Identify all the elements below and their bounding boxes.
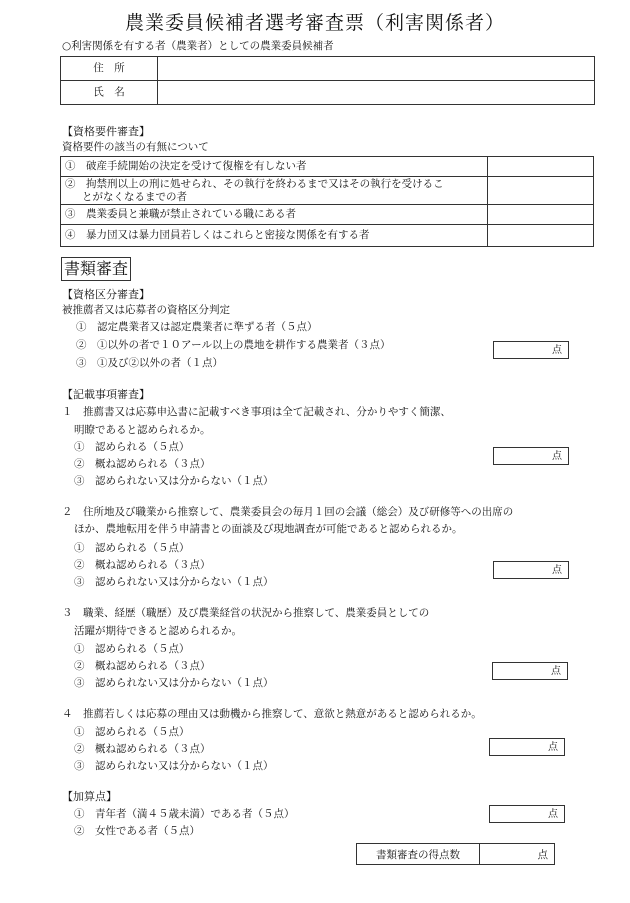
answer-option: ③ 認められない又は分からない（１点） (74, 760, 274, 772)
page-title: 農業委員候補者選考審査票（利害関係者） (124, 12, 505, 34)
address-field[interactable] (158, 57, 595, 81)
total-score-label: 書類審査の得点数 (357, 844, 480, 865)
question-2-line1: ２ 住所地及び職業から推察して、農業委員会の毎月１回の会議（総会）及び研修等への出席の (62, 506, 514, 518)
question-3-score-box[interactable]: 点 (492, 662, 568, 680)
question-1-score-box[interactable]: 点 (493, 447, 569, 465)
eligibility-heading: 【資格要件審査】 (62, 125, 150, 138)
entries-heading: 【記載事項審査】 (62, 388, 150, 401)
bonus-heading: 【加算点】 (62, 790, 117, 803)
eligibility-row (61, 177, 594, 205)
qualification-heading: 【資格区分審査】 (62, 288, 150, 301)
bonus-score-box[interactable]: 点 (489, 805, 565, 823)
answer-option: ① 認められる（５点） (74, 441, 190, 453)
eligibility-text: 農業委員と兼職が禁止されている職にある者 (86, 208, 296, 220)
question-2-score-box[interactable]: 点 (493, 561, 569, 579)
applicant-info-table (60, 56, 595, 105)
answer-option: ② 概ね認められる（３点） (74, 559, 211, 571)
question-1-line2: 明瞭であると認められるか。 (74, 424, 211, 436)
bonus-option: ② 女性である者（５点） (74, 825, 200, 837)
address-label: 住 所 (61, 57, 158, 81)
total-score-table (356, 843, 555, 865)
question-2-line2: ほか、農地転用を伴う申請書との面談及び現地調査が可能であると認められるか。 (74, 523, 463, 535)
answer-option: ③ 認められない又は分からない（１点） (74, 475, 274, 487)
answer-option: ③ 認められない又は分からない（１点） (74, 576, 274, 588)
question-3-line2: 活躍が期待できると認められるか。 (74, 625, 242, 637)
question-4-score-box[interactable]: 点 (489, 738, 565, 756)
answer-option: ② 概ね認められる（３点） (74, 458, 211, 470)
qualification-option: ① 認定農業者又は認定農業者に準ずる者（５点） (76, 321, 318, 333)
answer-option: ② 概ね認められる（３点） (74, 743, 211, 755)
name-label: 氏 名 (61, 81, 158, 105)
bonus-option: ① 青年者（満４５歳未満）である者（５点） (74, 808, 295, 820)
eligibility-table (60, 156, 594, 247)
answer-option: ① 認められる（５点） (74, 643, 190, 655)
name-field[interactable] (158, 81, 595, 105)
eligibility-text: 拘禁刑以上の刑に処せられ、その執行を終わるまで又はその執行を受けるこ (86, 177, 444, 190)
eligibility-intro: 資格要件の該当の有無について (62, 141, 209, 153)
eligibility-num: ④ (65, 229, 76, 241)
answer-option: ① 認められる（５点） (74, 726, 190, 738)
qualification-option: ② ①以外の者で１０アール以上の農地を耕作する農業者（３点） (76, 339, 391, 351)
eligibility-text-cont: とがなくなるまでの者 (82, 190, 187, 203)
question-4-line1: ４ 推薦若しくは応募の理由又は動機から推察して、意欲と熱意があると認められるか。 (62, 708, 482, 720)
document-review-heading: 書類審査 (61, 257, 131, 281)
eligibility-text: 暴力団又は暴力団員若しくはこれらと密接な関係を有する者 (86, 229, 370, 241)
qualification-score-box[interactable]: 点 (493, 341, 569, 359)
eligibility-check-cell[interactable] (488, 177, 594, 205)
answer-option: ③ 認められない又は分からない（１点） (74, 677, 274, 689)
eligibility-check-cell[interactable] (488, 225, 594, 247)
total-score-field[interactable]: 点 (480, 844, 555, 865)
subtitle: ○利害関係を有する者（農業者）としての農業委員候補者 (62, 40, 334, 52)
eligibility-num: ① (65, 160, 76, 172)
answer-option: ② 概ね認められる（３点） (74, 660, 211, 672)
qualification-option: ③ ①及び②以外の者（１点） (76, 357, 223, 369)
question-1-line1: １ 推薦書又は応募申込書に記載すべき事項は全て記載され、分かりやすく簡潔、 (62, 406, 451, 418)
qualification-intro: 被推薦者又は応募者の資格区分判定 (62, 304, 230, 316)
eligibility-num: ③ (65, 208, 76, 220)
question-3-line1: ３ 職業、経歴（職歴）及び農業経営の状況から推察して、農業委員としての (62, 607, 430, 619)
eligibility-row (61, 157, 594, 177)
eligibility-check-cell[interactable] (488, 205, 594, 225)
eligibility-num: ② (65, 177, 76, 190)
eligibility-check-cell[interactable] (488, 157, 594, 177)
eligibility-text: 破産手続開始の決定を受けて復権を有しない者 (86, 160, 307, 172)
answer-option: ① 認められる（５点） (74, 542, 190, 554)
eligibility-row (61, 205, 594, 225)
eligibility-row (61, 225, 594, 247)
